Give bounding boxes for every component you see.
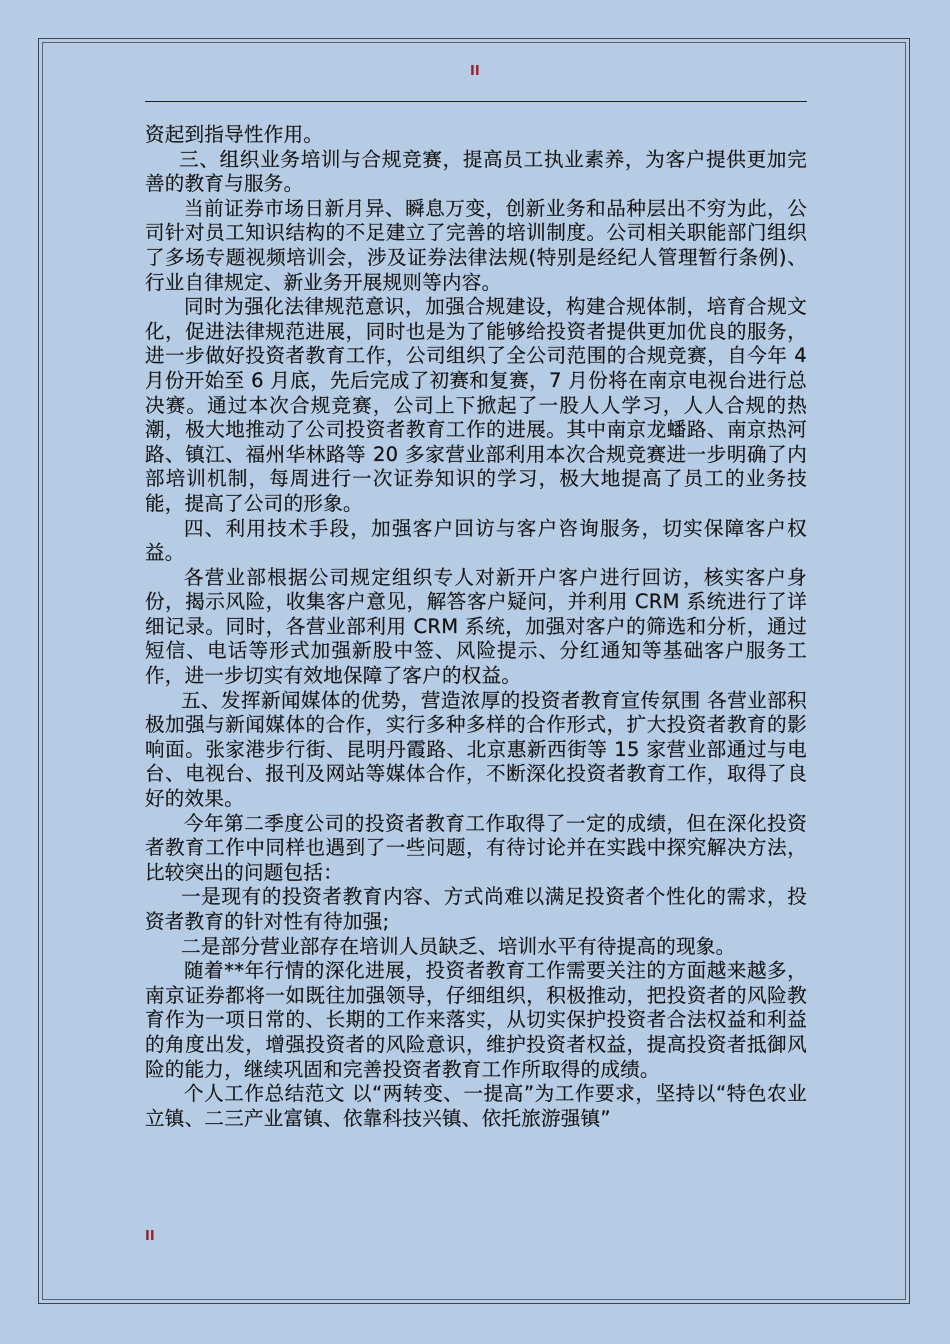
document-body <box>145 123 807 1131</box>
section-heading-3: 三、组织业务培训与合规竞赛，提高员工执业素养，为客户提供更加完善的教育与服务。 <box>145 147 807 196</box>
footer-page-mark: II <box>145 1229 155 1244</box>
paragraph: 各营业部根据公司规定组织专人对新开户客户进行回访，核实客户身份，揭示风险，收集客户意见，解答客户疑问，并利用 CRM 系统进行了详细记录。同时，各营业部利用 CRM 系统，加强对客户的筛选和分析，通过短信、电话等形式加强新股中签、风险提示、分红通知等基础客户服务工作，进一步切实有效地保障了客户的权益。 <box>145 565 807 688</box>
section-heading-5: 五、发挥新闻媒体的优势，营造浓厚的投资者教育宣传氛围 各营业部积极加强与新闻媒体的合作，实行多种多样的合作形式，扩大投资者教育的影响面。张家港步行街、昆明丹霞路、北京惠新西街等 15 家营业部通过与电台、电视台、报刊及网站等媒体合作，不断深化投资者教育工作，取得了良好的效果。 <box>145 688 807 811</box>
paragraph: 当前证券市场日新月异、瞬息万变，创新业务和品种层出不穷为此，公司针对员工知识结构的不足建立了完善的培训制度。公司相关职能部门组织了多场专题视频培训会，涉及证券法律法规(特别是经纪人管理暂行条例)、行业自律规定、新业务开展规则等内容。 <box>145 196 807 294</box>
section-heading-4: 四、利用技术手段，加强客户回访与客户咨询服务，切实保障客户权益。 <box>145 516 807 565</box>
paragraph-continuation: 资起到指导性作用。 <box>145 123 324 146</box>
paragraph: 同时为强化法律规范意识，加强合规建设，构建合规体制，培育合规文化，促进法律规范进展，同时也是为了能够给投资者提供更加优良的服务，进一步做好投资者教育工作，公司组织了全公司范围的合规竞赛，自今年 4 月份开始至 6 月底，先后完成了初赛和复赛，7 月份将在南京电视台进行总决赛。通过本次合规竞赛，公司上下掀起了一股人人学习，人人合规的热潮，极大地推动了公司投资者教育工作的进展。其中南京龙蟠路、南京热河路、镇江、福州华林路等 20 多家营业部利用本次合规竞赛进一步明确了内部培训机制，每周进行一次证券知识的学习，极大地提高了员工的业务技能，提高了公司的形象。 <box>145 295 807 515</box>
list-item: 二是部分营业部存在培训人员缺乏、培训水平有待提高的现象。 <box>181 934 736 958</box>
header-page-mark: II <box>470 64 480 79</box>
list-item: 一是现有的投资者教育内容、方式尚难以满足投资者个性化的需求，投资者教育的针对性有待加强; <box>145 885 807 933</box>
header-divider <box>145 101 807 102</box>
paragraph: 今年第二季度公司的投资者教育工作取得了一定的成绩，但在深化投资者教育工作中同样也遇到了一些问题，有待讨论并在实践中探究解决方法，比较突出的问题包括： <box>145 811 807 884</box>
paragraph: 随着**年行情的深化进展，投资者教育工作需要关注的方面越来越多，南京证券都将一如既往加强领导，仔细组织，积极推动，把投资者的风险教育作为一项日常的、长期的工作来落实，从切实保护投资者合法权益和利益的角度出发，增强投资者的风险意识，维护投资者权益，提高投资者抵御风险的能力，继续巩固和完善投资者教育工作所取得的成绩。 <box>145 959 807 1081</box>
paragraph: 个人工作总结范文 以“两转变、一提高”为工作要求，坚持以“特色农业立镇、二三产业富镇、依靠科技兴镇、依托旅游强镇” <box>145 1082 807 1130</box>
